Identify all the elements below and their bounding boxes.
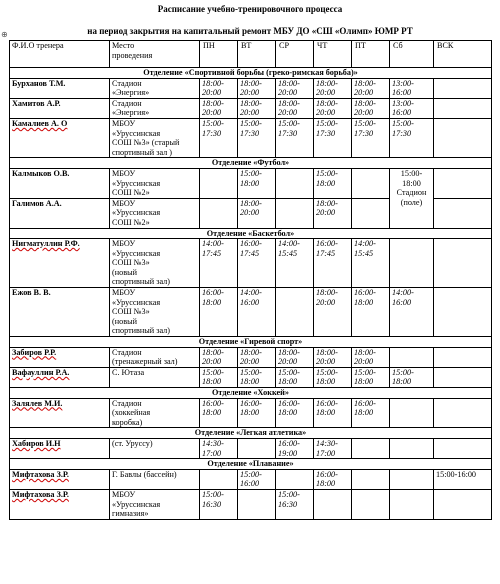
time-cell: 15:00- 17:30	[276, 118, 314, 157]
time-cell: 15:00- 18:00	[314, 168, 352, 198]
header-sun: ВСК	[434, 41, 492, 68]
time-cell: 15:00- 18:00	[390, 367, 434, 387]
time-cell	[238, 438, 276, 458]
training-place: Стадион «Энергия»	[110, 78, 200, 98]
time-cell: 18:00- 20:00	[200, 98, 238, 118]
time-cell	[434, 168, 492, 198]
time-cell	[200, 198, 238, 228]
time-cell: 15:00- 18:00	[276, 367, 314, 387]
trainer-name-text: Нигматуллин Р.Ф.	[12, 239, 80, 249]
trainer-name	[10, 469, 110, 489]
time-cell	[390, 239, 434, 288]
time-cell: 15:00- 16:30	[276, 489, 314, 519]
trainer-name: Бурханов Т.М.	[10, 78, 110, 98]
table-move-handle-icon[interactable]: ⊕	[1, 30, 8, 39]
time-cell	[276, 168, 314, 198]
time-cell: 16:00- 18:00	[276, 398, 314, 428]
time-cell	[434, 398, 492, 428]
time-cell	[434, 118, 492, 157]
time-cell: 15:00- 18:00	[238, 367, 276, 387]
time-cell: 15:00- 17:30	[352, 118, 390, 157]
document-title: Расписание учебно-тренировочного процесса	[157, 4, 343, 14]
time-cell: 18:00- 20:00	[352, 78, 390, 98]
table-row	[10, 118, 492, 157]
time-cell: 18:00- 20:00	[276, 78, 314, 98]
time-cell: 13:00- 16:00	[390, 78, 434, 98]
time-cell: 15:00- 17:30	[314, 118, 352, 157]
table-row	[10, 489, 492, 519]
time-cell: 16:00- 18:00	[200, 288, 238, 337]
header-row	[10, 41, 492, 68]
time-cell	[434, 288, 492, 337]
training-place: МБОУ «Уруссинская СОШ №3» (новый спортивный зал)	[110, 288, 200, 337]
time-cell	[434, 198, 492, 228]
section-row	[10, 228, 492, 239]
time-cell: 15:00- 16:30	[200, 489, 238, 519]
time-cell	[390, 347, 434, 367]
training-place: МБОУ «Уруссинская СОШ №2»	[110, 168, 200, 198]
header-place: Место проведения	[110, 41, 200, 68]
trainer-name-text: Вафауллин Р.А.	[12, 367, 70, 377]
time-cell: 18:00- 20:00	[276, 347, 314, 367]
section-row	[10, 388, 492, 399]
time-cell	[390, 489, 434, 519]
training-place: (ст. Уруссу)	[110, 438, 200, 458]
time-cell: 16:00- 19:00	[276, 438, 314, 458]
time-cell: 14:00- 15:45	[276, 239, 314, 288]
table-row	[10, 347, 492, 367]
table-row	[10, 239, 492, 288]
trainer-name-text: Мифтахова З.Р.	[12, 469, 69, 479]
time-cell	[276, 198, 314, 228]
time-cell	[276, 469, 314, 489]
training-place: МБОУ «Уруссинская СОШ №2»	[110, 198, 200, 228]
time-cell: 18:00- 20:00	[238, 198, 276, 228]
time-cell: 18:00- 20:00	[352, 98, 390, 118]
time-cell	[352, 438, 390, 458]
trainer-name-text: Залялев М.И.	[12, 398, 63, 408]
trainer-name: Ежов В. В.	[10, 288, 110, 337]
time-cell: 15:00- 18:00	[238, 168, 276, 198]
time-cell: 15:00- 16:00	[238, 469, 276, 489]
section-title: Отделение «Плавание»	[10, 459, 492, 470]
table-row	[10, 469, 492, 489]
time-cell: 18:00- 20:00	[314, 98, 352, 118]
time-cell	[434, 489, 492, 519]
time-cell	[390, 398, 434, 428]
time-cell: 18:00- 20:00	[238, 78, 276, 98]
time-cell: 15:00- 17:30	[390, 118, 434, 157]
trainer-name-text: Мифтахова З.Р.	[12, 489, 69, 499]
section-title: Отделение «Гиревой спорт»	[10, 337, 492, 348]
table-row	[10, 168, 492, 198]
header-mon: ПН	[200, 41, 238, 68]
section-title: Отделение «Легкая атлетика»	[10, 428, 492, 439]
time-cell: 13:00- 16:00	[390, 98, 434, 118]
time-cell	[434, 438, 492, 458]
time-cell: 16:00- 18:00	[314, 469, 352, 489]
section-title: Отделение «Спортивной борьбы (греко-римская борьба)»	[10, 68, 492, 79]
trainer-name	[10, 489, 110, 519]
trainer-name	[10, 239, 110, 288]
time-cell: 14:00- 16:00	[390, 288, 434, 337]
table-row	[10, 78, 492, 98]
schedule-table	[9, 40, 492, 520]
time-cell: 15:00- 17:30	[200, 118, 238, 157]
section-row	[10, 459, 492, 470]
time-cell: 14:00- 16:00	[238, 288, 276, 337]
time-cell	[352, 469, 390, 489]
time-cell: 15:00- 18:00	[314, 367, 352, 387]
time-cell: 14:00- 17:45	[200, 239, 238, 288]
training-place: МБОУ «Уруссинская СОШ №3» (новый спортивный зал)	[110, 239, 200, 288]
time-cell: 16:00- 18:00	[352, 398, 390, 428]
time-cell	[434, 239, 492, 288]
time-cell: 14:30- 17:00	[314, 438, 352, 458]
time-cell	[434, 367, 492, 387]
trainer-name	[10, 398, 110, 428]
time-cell	[434, 98, 492, 118]
time-cell: 18:00- 20:00	[314, 198, 352, 228]
time-cell	[352, 198, 390, 228]
time-cell: 18:00- 20:00	[314, 288, 352, 337]
section-row	[10, 337, 492, 348]
training-place: Стадион «Энергия»	[110, 98, 200, 118]
time-cell: 16:00- 18:00	[352, 288, 390, 337]
table-row	[10, 367, 492, 387]
section-row	[10, 428, 492, 439]
time-cell	[352, 489, 390, 519]
trainer-name	[10, 347, 110, 367]
time-cell: 18:00- 20:00	[238, 347, 276, 367]
training-place: Стадион (тренажерный зал)	[110, 347, 200, 367]
time-cell	[390, 438, 434, 458]
time-cell: 18:00- 20:00	[314, 347, 352, 367]
section-row	[10, 68, 492, 79]
document-subtitle: на период закрытия на капитальный ремонт МБУ ДО «СШ «Олимп» ЮМР РТ	[87, 26, 413, 36]
table-row	[10, 98, 492, 118]
table-row	[10, 288, 492, 337]
training-place: Стадион (хоккейная коробка)	[110, 398, 200, 428]
time-cell-saturday-stadium: 15:00- 18:00 Стадион (поле)	[390, 168, 434, 228]
section-title: Отделение «Футбол»	[10, 158, 492, 169]
table-row	[10, 398, 492, 428]
trainer-name: Галимов А.А.	[10, 198, 110, 228]
time-cell: 15:00- 17:30	[238, 118, 276, 157]
training-place: Г. Бавлы (бассейн)	[110, 469, 200, 489]
section-row	[10, 158, 492, 169]
time-cell: 15:00- 18:00	[200, 367, 238, 387]
time-cell: 16:00- 18:00	[200, 398, 238, 428]
time-cell: 18:00- 20:00	[238, 98, 276, 118]
section-title: Отделение «Хоккей»	[10, 388, 492, 399]
time-cell: 16:00- 18:00	[238, 398, 276, 428]
time-cell: 18:00- 20:00	[200, 78, 238, 98]
trainer-name	[10, 118, 110, 157]
time-cell: 18:00- 20:00	[200, 347, 238, 367]
time-cell	[200, 168, 238, 198]
time-cell: 14:30- 17:00	[200, 438, 238, 458]
table-row	[10, 438, 492, 458]
time-cell: 16:00- 17:45	[314, 239, 352, 288]
time-cell: 18:00- 20:00	[276, 98, 314, 118]
time-cell	[276, 288, 314, 337]
time-cell: 14:00- 15:45	[352, 239, 390, 288]
header-thu: ЧТ	[314, 41, 352, 68]
trainer-name-text: Хабиров И.Н	[12, 438, 61, 448]
time-cell	[352, 168, 390, 198]
trainer-name-text: Камалиев А. О	[12, 118, 68, 128]
trainer-name: Калмыков О.В.	[10, 168, 110, 198]
training-place: МБОУ «Уруссинская СОШ №3» (старый спортивный зал )	[110, 118, 200, 157]
header-tue: ВТ	[238, 41, 276, 68]
header-sat: Сб	[390, 41, 434, 68]
trainer-name	[10, 367, 110, 387]
trainer-name	[10, 438, 110, 458]
time-cell: 15:00- 18:00	[352, 367, 390, 387]
training-place: С. Ютаза	[110, 367, 200, 387]
time-cell	[434, 347, 492, 367]
time-cell	[314, 489, 352, 519]
trainer-name: Хамитов А.Р.	[10, 98, 110, 118]
time-cell	[200, 469, 238, 489]
time-cell: 15:00-16:00	[434, 469, 492, 489]
section-title: Отделение «Баскетбол»	[10, 228, 492, 239]
time-cell	[434, 78, 492, 98]
time-cell: 16:00- 17:45	[238, 239, 276, 288]
header-wed: СР	[276, 41, 314, 68]
header-trainer: Ф.И.О тренера	[10, 41, 110, 68]
training-place: МБОУ «Уруссинская гимназия»	[110, 489, 200, 519]
time-cell: 18:00- 20:00	[352, 347, 390, 367]
time-cell: 16:00- 18:00	[314, 398, 352, 428]
header-fri: ПТ	[352, 41, 390, 68]
trainer-name-text: Забиров Р.Р.	[12, 347, 57, 357]
time-cell	[238, 489, 276, 519]
time-cell	[390, 469, 434, 489]
time-cell: 18:00- 20:00	[314, 78, 352, 98]
